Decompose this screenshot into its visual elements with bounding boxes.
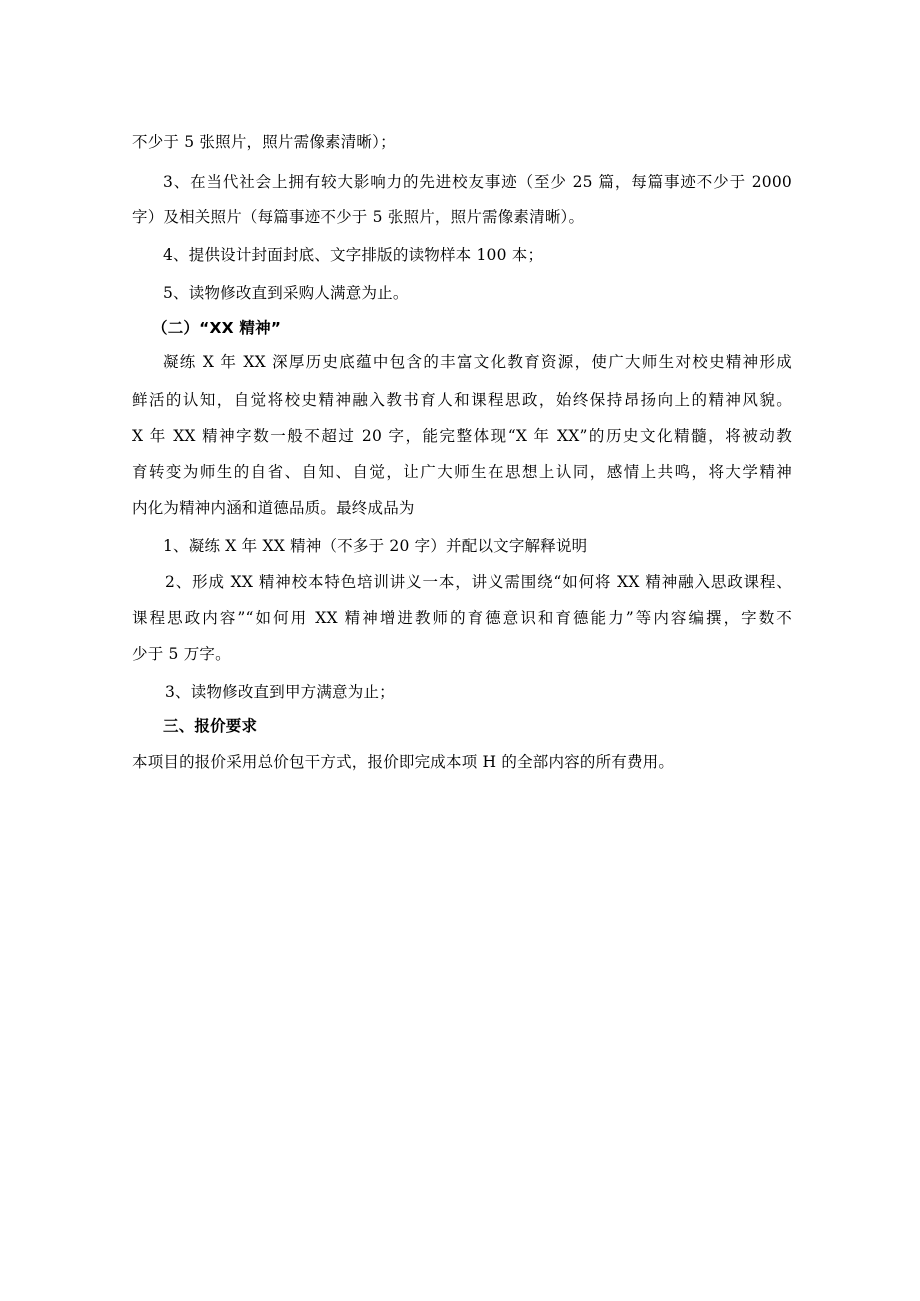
text-line: X 年 XX 精神字数一般不超过 20 字，能完整体现“X 年 XX”的历史文化精髓，将被动教: [132, 427, 792, 445]
text-line: 3、读物修改直到甲方满意为止；: [165, 683, 395, 701]
section-heading: 三、报价要求: [163, 717, 258, 735]
text-line: 5、读物修改直到采购人满意为止。: [163, 284, 409, 302]
text-line: 不少于 5 张照片，照片需像素清晰）；: [132, 133, 396, 151]
text-line: 少于 5 万字。: [132, 645, 231, 663]
text-line: 字）及相关照片（每篇事迹不少于 5 张照片，照片需像素清晰）。: [132, 208, 585, 226]
text-line: 1、凝练 X 年 XX 精神（不多于 20 字）并配以文字解释说明: [163, 537, 588, 555]
text-line: 内化为精神内涵和道德品质。最终成品为: [132, 499, 415, 517]
section-heading: （二）“XX 精神”: [152, 319, 282, 337]
text-line: 鲜活的认知，自觉将校史精神融入教书育人和课程思政，始终保持昂扬向上的精神风貌。: [132, 391, 792, 409]
text-line: 凝练 X 年 XX 深厚历史底蕴中包含的丰富文化教育资源，使广大师生对校史精神形成: [163, 353, 792, 371]
text-line: 2、形成 XX 精神校本特色培训讲义一本，讲义需围绕“如何将 XX 精神融入思政课程、: [165, 573, 792, 591]
text-line: 本项目的报价采用总价包干方式，报价即完成本项 H 的全部内容的所有费用。: [132, 753, 675, 771]
text-line: 课程思政内容”“如何用 XX 精神增进教师的育德意识和育德能力”等内容编撰，字数不: [132, 609, 792, 627]
text-line: 育转变为师生的自省、自知、自觉，让广大师生在思想上认同，感情上共鸣，将大学精神: [132, 463, 792, 481]
text-line: 3、在当代社会上拥有较大影响力的先进校友事迹（至少 25 篇，每篇事迹不少于 2000: [163, 173, 792, 191]
text-line: 4、提供设计封面封底、文字排版的读物样本 100 本；: [163, 246, 544, 264]
